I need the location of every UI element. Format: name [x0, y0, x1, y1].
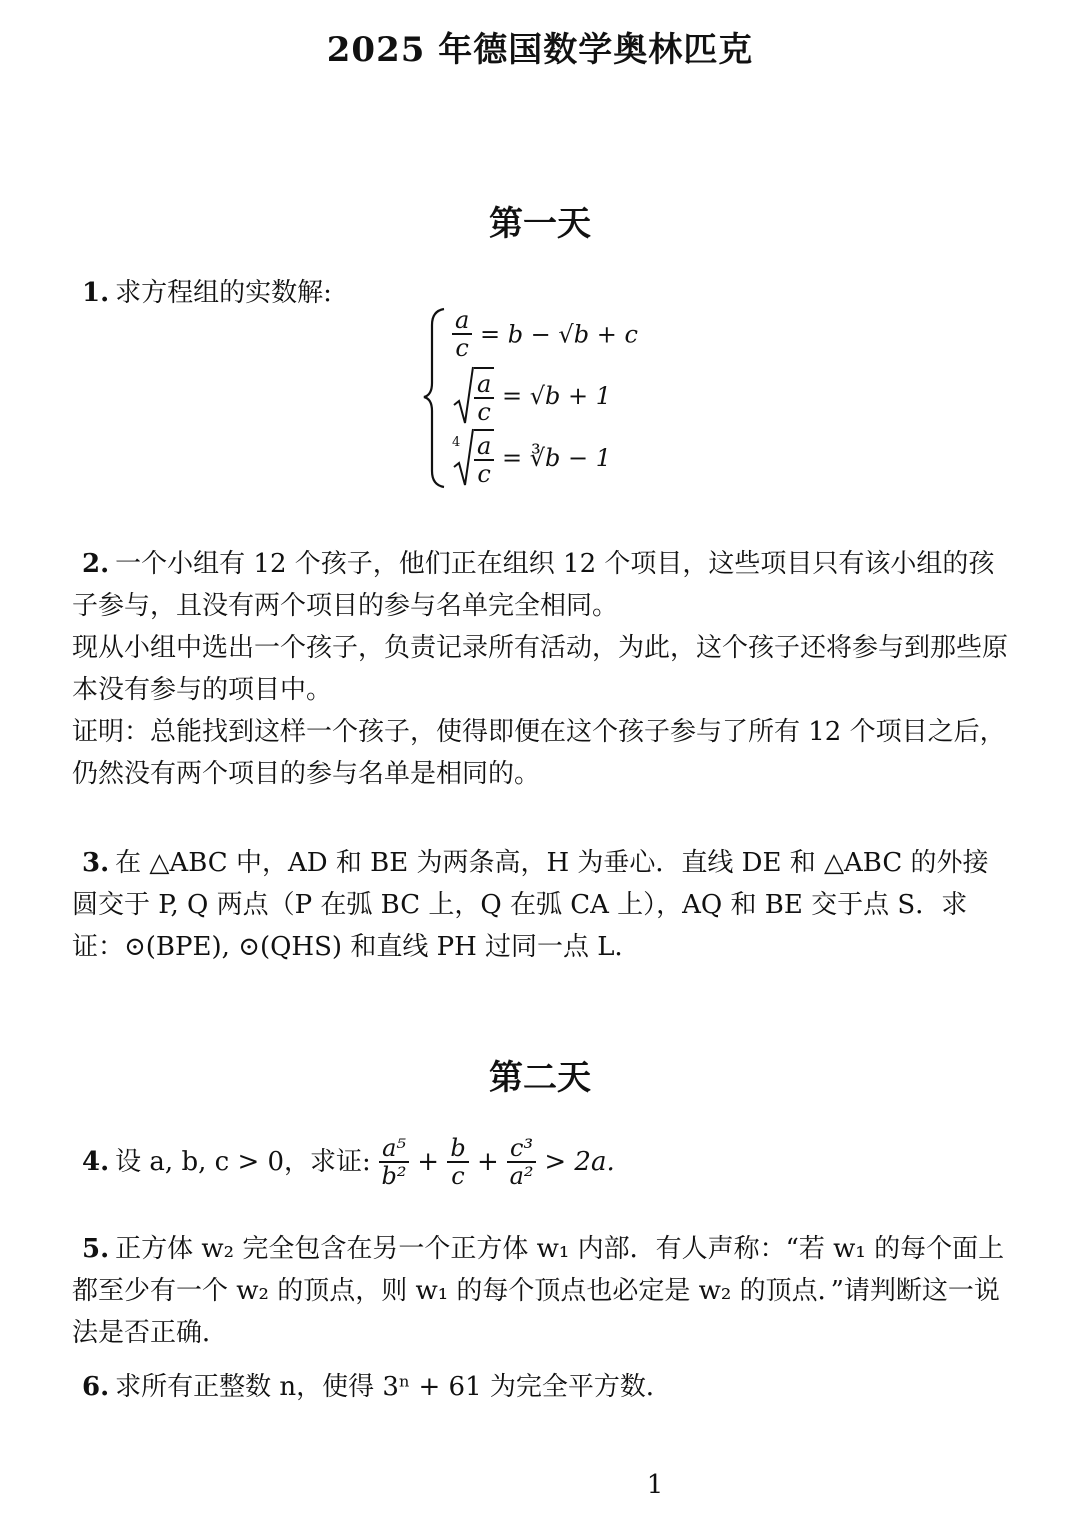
fraction-a-over-c: $\frac{a}{c}$: [474, 429, 494, 488]
fraction-a-over-c: $\frac{a}{c}$: [474, 367, 494, 426]
problem-text-2: 现从小组中选出一个孩子，负责记录所有活动，为此，这个孩子还将参与到那些原本没有参与的项目中。: [72, 633, 1009, 705]
equation-2-rhs: = √b + 1: [501, 382, 611, 410]
problem-number: 4.: [82, 1147, 110, 1177]
equation-1: [452, 307, 638, 362]
problem-number: 5.: [82, 1234, 110, 1264]
problem-text: 求所有正整数 n，使得 3ⁿ + 61 为完全平方数．: [115, 1372, 672, 1402]
root-index: 4: [452, 435, 461, 450]
fraction-b-over-c: $\frac{b}{c}$: [447, 1135, 468, 1190]
equation-system: [420, 305, 680, 490]
problem-number: 3.: [82, 848, 110, 878]
fraction-a5-over-b2: $\frac{\text{a⁵}}{\text{b²}}$: [379, 1135, 409, 1190]
day-two-heading: 第二天: [489, 1058, 591, 1098]
problem-text-1: 一个小组有 12 个孩子，他们正在组织 12 个项目，这些项目只有该小组的孩子参与，且没有两个项目的参与名单完全相同。: [72, 549, 995, 621]
problem-text: 求方程组的实数解:: [115, 278, 332, 308]
left-brace: [420, 305, 450, 490]
problem-3: [72, 842, 1012, 968]
day-one-heading: 第一天: [489, 204, 591, 244]
equation-3-rhs: = ∛b − 1: [501, 444, 611, 472]
problem-2: [72, 543, 1012, 795]
fraction-a-over-c: $\frac{a}{c}$: [452, 307, 472, 362]
problem-number: 1.: [82, 278, 110, 308]
problem-number: 2.: [82, 549, 110, 579]
problem-number: 6.: [82, 1372, 110, 1402]
inequality-tail: > 2a.: [544, 1147, 615, 1177]
equation-1-rhs: = b − √b + c: [479, 320, 638, 349]
page-number: 1: [646, 1470, 664, 1500]
problem-6: [72, 1366, 1012, 1408]
problem-text: 设 a, b, c > 0，求证:: [115, 1147, 371, 1177]
problem-5: [72, 1228, 1012, 1354]
sqrt-sign: [452, 365, 474, 427]
problem-text-3: 证明：总能找到这样一个孩子，使得即便在这个孩子参与了所有 12 个项目之后，仍然没有两个项目的参与名单是相同的。: [72, 717, 1006, 789]
equation-2: [452, 365, 611, 427]
problem-4: 4. 设 a, b, c > 0，求证: $\frac{\text{a⁵}}{\text{b²}}$ + $\frac{b}{c}$ + $\frac{\text{c³}}{\text{a²}}$ > 2a.: [82, 1133, 615, 1190]
fraction-c3-over-a2: $\frac{\text{c³}}{\text{a²}}$: [507, 1135, 536, 1190]
problem-text: 在 △ABC 中，AD 和 BE 为两条高，H 为垂心．直线 DE 和 △ABC 的外接圆交于 P, Q 两点（P 在弧 BC 上，Q 在弧 CA 上），AQ 和 BE 交于点 S．求证：⊙(BPE), ⊙(QHS) 和直线 PH 过同一点 L．: [72, 848, 989, 962]
problem-text: 正方体 w₂ 完全包含在另一个正方体 w₁ 内部．有人声称：“若 w₁ 的每个面上都至少有一个 w₂ 的顶点，则 w₁ 的每个顶点也必定是 w₂ 的顶点．”请判断这一说法是否正确．: [72, 1234, 1005, 1348]
page-title: 2025 年德国数学奥林匹克: [326, 30, 754, 70]
equation-3: [452, 427, 611, 489]
